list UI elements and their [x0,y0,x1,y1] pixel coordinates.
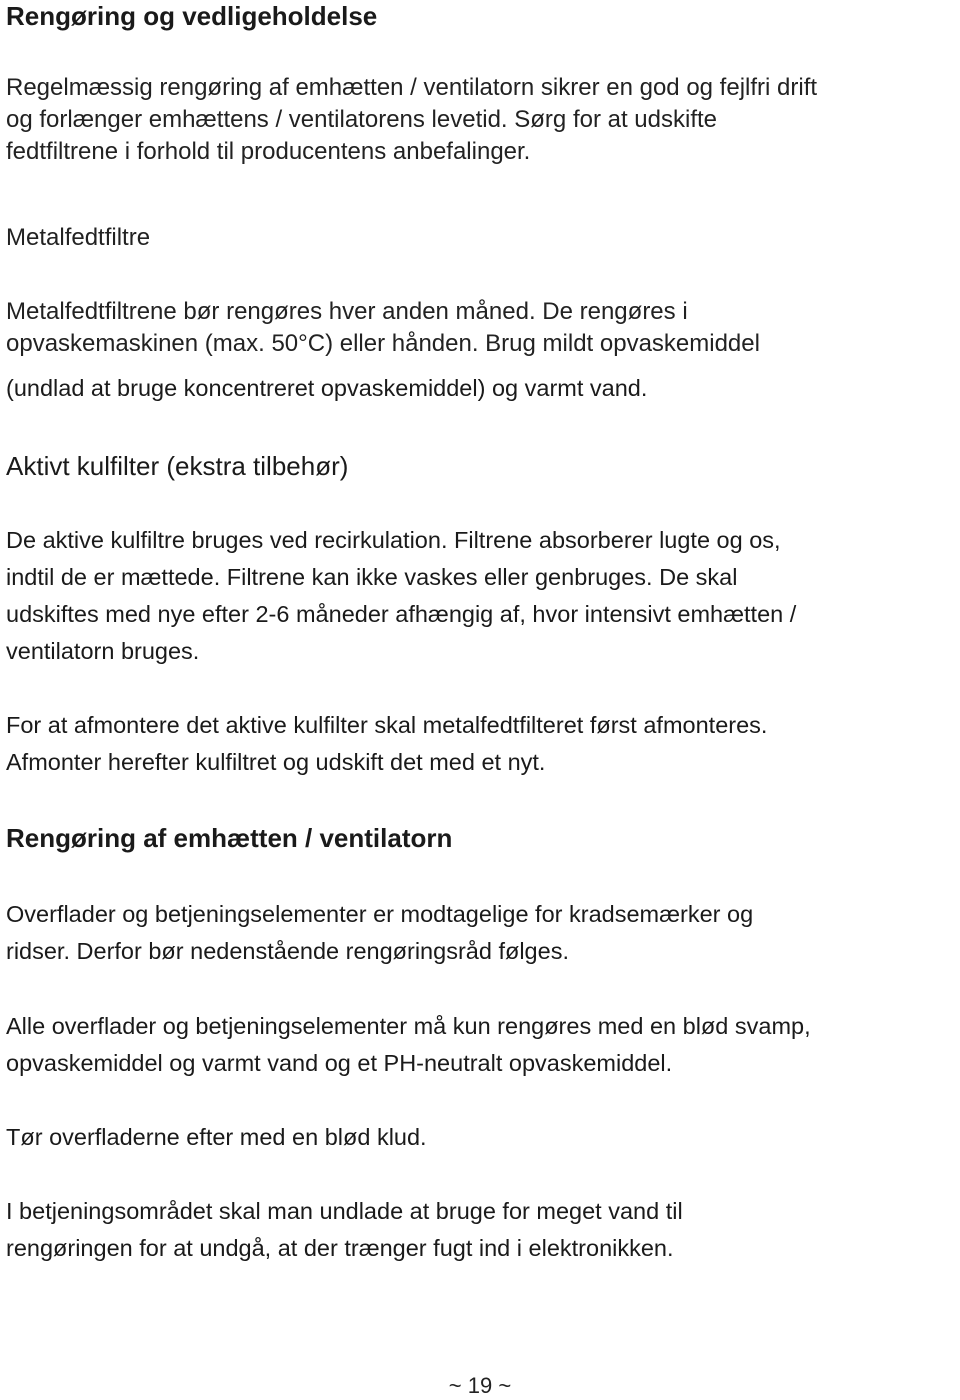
cleaning-line: Overflader og betjeningselementer er modtagelige for kradsemærker og [6,901,754,927]
cleaning-line: Tør overfladerne efter med en blød klud. [6,1124,427,1150]
cleaning-line: Alle overflader og betjeningselementer må kun rengøres med en blød svamp, [6,1013,811,1039]
cleaning-paragraph-1 [6,896,753,970]
cleaning-line: rengøringen for at undgå, at der trænger fugt ind i elektronikken. [6,1235,674,1261]
carbon-filter-line: udskiftes med nye efter 2-6 måneder afhængig af, hvor intensivt emhætten / [6,601,797,627]
intro-line: Regelmæssig rengøring af emhætten / ventilatorn sikrer en god og fejlfri drift [6,74,818,101]
cleaning-paragraph-2 [6,1008,811,1082]
carbon-removal-paragraph [6,707,767,781]
carbon-filter-line: ventilatorn bruges. [6,638,200,664]
metal-filters-paragraph-tail [6,370,647,407]
metal-filters-line: Metalfedtfiltrene bør rengøres hver anden måned. De rengøres i [6,298,688,325]
carbon-filter-paragraph [6,522,796,670]
subsection-title-carbon-filter: Aktivt kulfilter (ekstra tilbehør) [6,451,349,481]
intro-line: og forlænger emhættens / ventilatorens levetid. Sørg for at udskifte [6,106,718,133]
cleaning-line: I betjeningsområdet skal man undlade at bruge for meget vand til [6,1198,683,1224]
cleaning-paragraph-3 [6,1119,427,1156]
carbon-filter-line: indtil de er mættede. Filtrene kan ikke vaskes eller genbruges. De skal [6,564,738,590]
carbon-removal-line: For at afmontere det aktive kulfilter skal metalfedtfilteret først afmonteres. [6,712,768,738]
cleaning-line: ridser. Derfor bør nedenstående rengøringsråd følges. [6,938,569,964]
metal-filters-line: opvaskemaskinen (max. 50°C) eller hånden. Brug mildt opvaskemiddel [6,330,760,357]
section-title-maintenance: Rengøring og vedligeholdelse [6,1,378,31]
cleaning-paragraph-4 [6,1193,683,1267]
cleaning-line: opvaskemiddel og varmt vand og et PH-neutralt opvaskemiddel. [6,1050,673,1076]
intro-paragraph [6,72,817,168]
subsection-title-metal-filters: Metalfedtfiltre [6,224,151,251]
carbon-removal-line: Afmonter herefter kulfiltret og udskift det med et nyt. [6,749,546,775]
metal-filters-paragraph [6,296,760,360]
intro-line: fedtfiltrene i forhold til producentens anbefalinger. [6,138,531,165]
page-number: ~ 19 ~ [448,1373,512,1398]
carbon-filter-line: De aktive kulfiltre bruges ved recirkulation. Filtrene absorberer lugte og os, [6,527,781,553]
section-title-hood-cleaning: Rengøring af emhætten / ventilatorn [6,823,453,853]
metal-filters-line: (undlad at bruge koncentreret opvaskemiddel) og varmt vand. [6,375,648,401]
